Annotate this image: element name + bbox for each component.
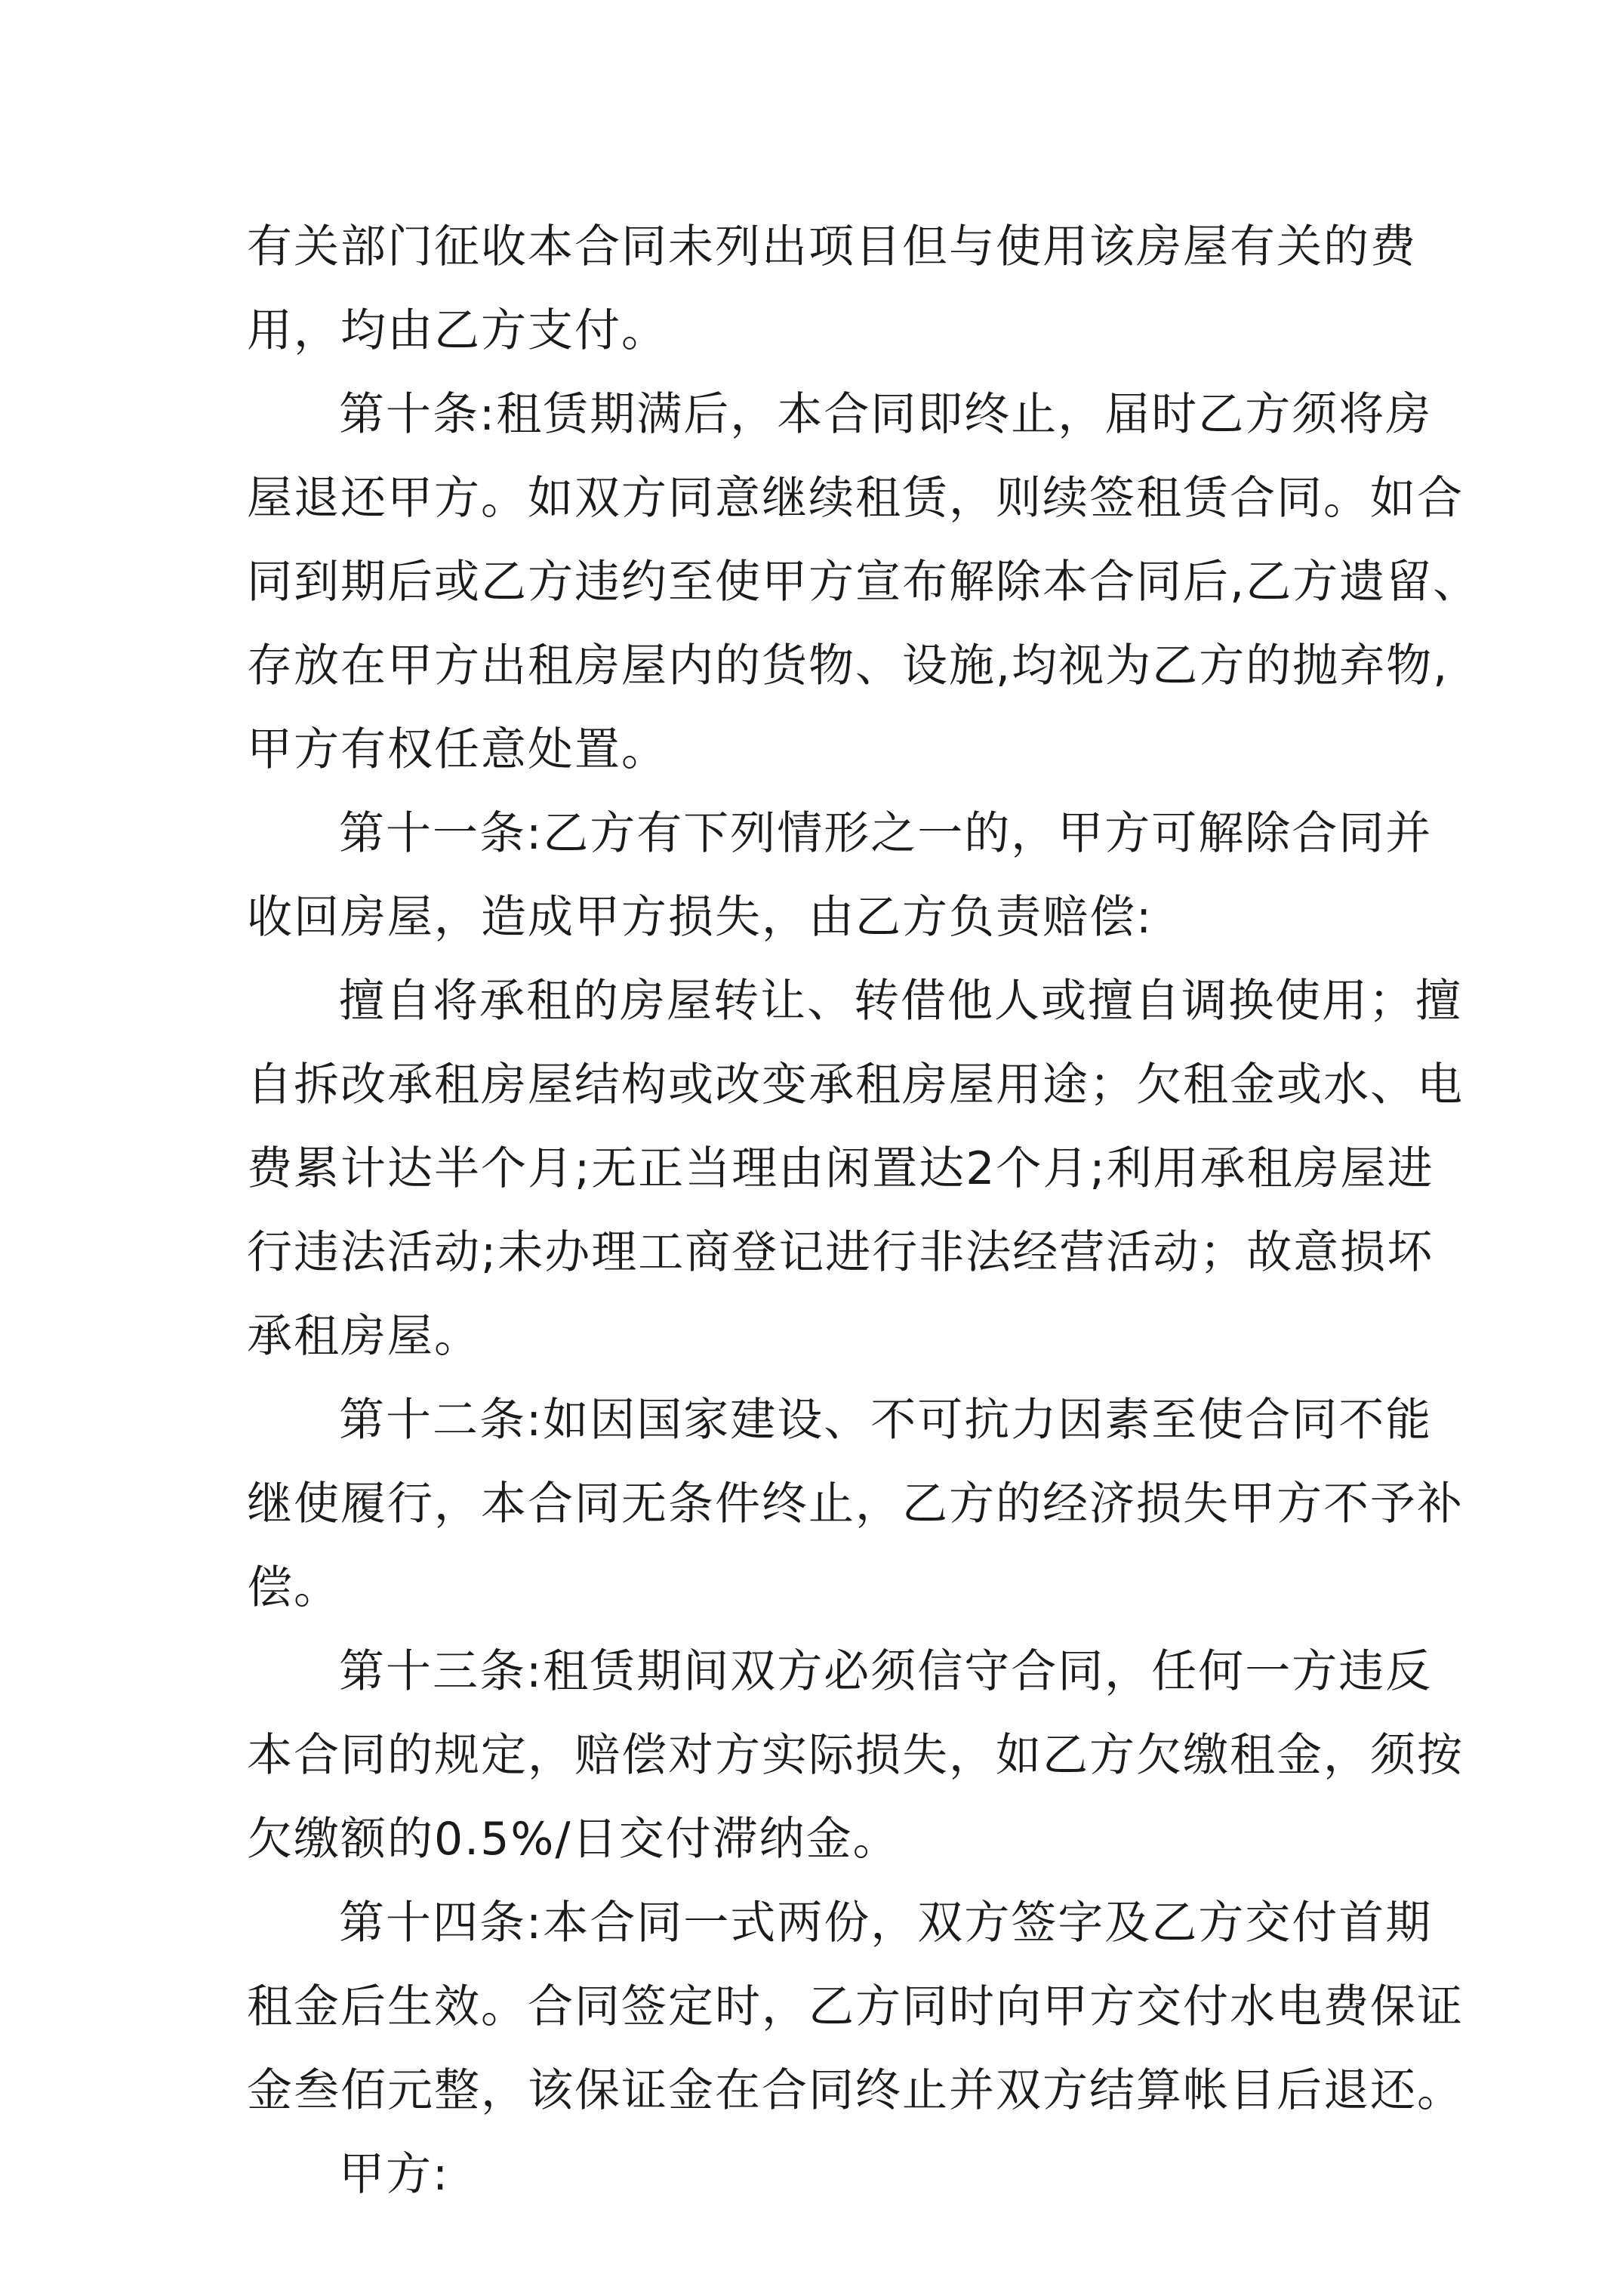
text-line: 本合同的规定，赔偿对方实际损失，如乙方欠缴租金，须按 xyxy=(247,1729,1464,1782)
text-line: 甲方有权任意处置。 xyxy=(247,723,668,776)
paragraph-article-10 xyxy=(247,373,1480,792)
text-line: 屋退还甲方。如双方同意继续租赁，则续签租赁合同。如合 xyxy=(247,472,1464,525)
text-line: 自拆改承租房屋结构或改变承租房屋用途；欠租金或水、电 xyxy=(247,1059,1464,1111)
text-line: 收回房屋，造成甲方损失，由乙方负责赔偿: xyxy=(247,891,1153,944)
text-line: 金叁佰元整，该保证金在合同终止并双方结算帐目后退还。 xyxy=(247,2064,1464,2117)
text-line: 存放在甲方出租房屋内的货物、设施,均视为乙方的抛弃物, xyxy=(247,639,1449,692)
text-line: 偿。 xyxy=(247,1561,340,1614)
text-line: 用，均由乙方支付。 xyxy=(247,304,668,357)
text-line: 有关部门征收本合同未列出项目但与使用该房屋有关的费 xyxy=(247,220,1417,273)
text-line: 承租房屋。 xyxy=(247,1310,481,1363)
paragraph-article-14 xyxy=(247,1881,1464,2133)
text-line: 第十一条:乙方有下列情形之一的，甲方可解除合同并 xyxy=(339,807,1433,860)
text-line: 擅自将承租的房屋转让、转借他人或擅自调换使用；擅 xyxy=(339,975,1462,1028)
text-line: 费累计达半个月;无正当理由闲置达2个月;利用承租房屋进 xyxy=(247,1142,1434,1195)
paragraph-article-11 xyxy=(247,792,1433,960)
text-line: 第十三条:租赁期间双方必须信守合同，任何一方违反 xyxy=(339,1645,1433,1698)
text-line: 租金后生效。合同签定时，乙方同时向甲方交付水电费保证 xyxy=(247,1980,1464,2033)
signature-party-a xyxy=(247,2133,1394,2217)
text-line: 第十条:租赁期满后，本合同即终止，届时乙方须将房 xyxy=(339,388,1433,441)
text-line: 第十四条:本合同一式两份，双方签字及乙方交付首期 xyxy=(339,1897,1433,1949)
text-line: 甲方: xyxy=(339,2148,450,2201)
text-line: 第十二条:如因国家建设、不可抗力因素至使合同不能 xyxy=(339,1394,1433,1447)
text-line: 继使履行，本合同无条件终止，乙方的经济损失甲方不予补 xyxy=(247,1478,1464,1530)
text-line: 行违法活动;未办理工商登记进行非法经营活动；故意损坏 xyxy=(247,1226,1434,1279)
contract-body xyxy=(247,205,1480,2217)
paragraph-article-13 xyxy=(247,1630,1464,1881)
paragraph-article-12 xyxy=(247,1379,1464,1630)
text-line: 欠缴额的0.5%/日交付滞纳金。 xyxy=(247,1813,900,1866)
text-line: 同到期后或乙方违约至使甲方宣布解除本合同后,乙方遗留、 xyxy=(247,556,1480,609)
paragraph-article-11-details xyxy=(247,960,1464,1379)
paragraph-fees xyxy=(247,205,1417,373)
